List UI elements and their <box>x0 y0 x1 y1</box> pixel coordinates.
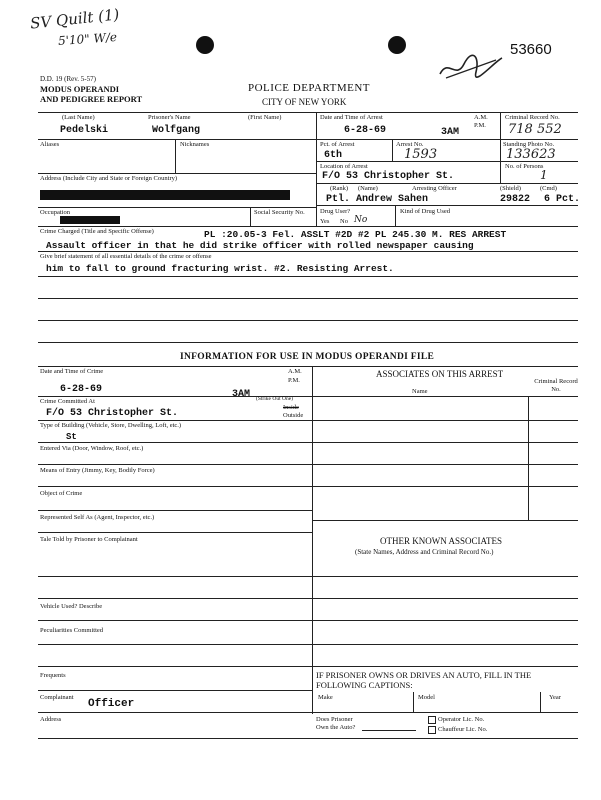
rule <box>316 205 578 206</box>
label-drug-user: Drug User? <box>320 208 351 215</box>
label-address: Address <box>40 716 62 723</box>
value-last-name: Pedelski <box>60 125 109 136</box>
value-crime-line2: Assault officer in that he did strike officer with rolled newspaper causing <box>46 240 474 251</box>
rule <box>38 139 578 140</box>
auto-heading-1: IF PRISONER OWNS OR DRIVES AN AUTO, FILL IN THE <box>316 670 532 680</box>
label-means-of-entry: Means of Entry (Jimmy, Key, Bodily Force) <box>40 467 155 474</box>
associates-heading: ASSOCIATES ON THIS ARREST <box>376 369 504 379</box>
rule <box>38 342 578 343</box>
rule <box>312 486 578 487</box>
label-social-security: Social Security No. <box>254 209 305 216</box>
label-no: No <box>340 218 348 225</box>
label-yes: Yes <box>320 218 330 225</box>
value-standing-photo: 133623 <box>506 147 556 162</box>
label-chauffeur-lic: Chauffeur Lic. No. <box>438 726 488 733</box>
auto-heading-2: FOLLOWING CAPTIONS: <box>316 680 413 690</box>
label-date-time-arrest: Date and Time of Arrest <box>320 114 383 121</box>
label-criminal-record: Criminal Record No. <box>505 114 560 121</box>
rule <box>250 207 251 226</box>
rule <box>38 226 578 227</box>
label-peculiarities: Peculiarities Committed <box>40 627 104 634</box>
label-cmd: (Cmd) <box>540 185 557 192</box>
value-shield: 29822 <box>500 194 531 205</box>
rule <box>392 139 393 161</box>
value-arresting-officer: Ptl. Andrew Sahen <box>326 194 429 205</box>
rule <box>38 644 312 645</box>
document-number: 53660 <box>510 41 552 58</box>
operator-lic-checkbox[interactable] <box>428 716 436 724</box>
rule <box>38 510 312 511</box>
rule <box>316 112 317 226</box>
mo-heading: INFORMATION FOR USE IN MODUS OPERANDI FILE <box>180 352 435 362</box>
label-operator-lic: Operator Lic. No. <box>438 716 485 723</box>
value-complainant: Officer <box>88 698 135 710</box>
label-am-2: A.M. <box>288 368 302 375</box>
margin-note-line1: SV Quilt (1) <box>29 5 121 33</box>
value-outside: Outside <box>283 412 304 419</box>
margin-note-line2: 5'10" W/e <box>57 29 118 49</box>
rule <box>38 576 312 577</box>
value-first-name: Wolfgang <box>152 125 201 136</box>
value-cmd: 6 Pct. <box>544 194 581 205</box>
value-crime-line1: PL :20.05-3 Fel. ASSLT #2D #2 PL 245.30 M. RES ARREST <box>204 229 507 240</box>
label-object-of-crime: Object of Crime <box>40 490 83 497</box>
rule <box>38 173 316 174</box>
label-tale-told: Tale Told by Prisoner to Complainant <box>40 536 138 543</box>
rule <box>312 576 578 577</box>
label-assoc-criminal-record: Criminal Record No. <box>534 378 578 393</box>
rule <box>38 738 312 739</box>
value-time-of-crime: 3AM <box>232 389 251 400</box>
label-pm-2: P.M. <box>288 377 300 384</box>
rule <box>362 730 416 731</box>
label-crime-committed-at: Crime Committed At <box>40 398 95 405</box>
rule <box>38 712 578 713</box>
rule <box>38 532 312 533</box>
punch-hole-left <box>196 36 214 54</box>
rule <box>38 420 312 421</box>
rule <box>528 396 529 520</box>
label-does-prisoner: Does Prisoner <box>316 716 353 723</box>
label-year: Year <box>549 694 561 701</box>
label-assoc-name: Name <box>412 388 428 395</box>
label-crime-charged: Crime Charged (Title and Specific Offense) <box>40 228 154 235</box>
label-inside: Inside <box>283 404 299 411</box>
rule <box>312 396 578 397</box>
label-type-of-building: Type of Building (Vehicle, Store, Dwelling, Loft, etc.) <box>40 422 182 429</box>
label-location-of-arrest: Location of Arrest <box>320 163 368 170</box>
rule <box>38 207 316 208</box>
label-nicknames: Nicknames <box>180 141 210 148</box>
rule <box>38 690 312 691</box>
value-entered-via: St <box>66 432 77 442</box>
label-pm: P.M. <box>474 122 486 129</box>
rule <box>38 251 578 252</box>
rule <box>312 598 578 599</box>
rule <box>312 420 578 421</box>
redaction-address <box>40 190 290 200</box>
punch-hole-right <box>388 36 406 54</box>
label-make: Make <box>318 694 333 701</box>
form-title-1: MODUS OPERANDI <box>40 84 120 94</box>
label-kind-of-drug: Kind of Drug Used <box>400 208 451 215</box>
label-give-brief: Give brief statement of all essential details of the crime or offense <box>40 253 212 260</box>
rule <box>38 276 578 277</box>
value-date-of-crime: 6-28-69 <box>60 384 103 395</box>
value-arrest-no: 1593 <box>404 147 438 162</box>
city-name: CITY OF NEW YORK <box>262 97 347 107</box>
label-shield: (Shield) <box>500 185 521 192</box>
value-crime-line3: him to fall to ground fracturing wrist. #2. Resisting Arrest. <box>46 263 394 274</box>
label-last-name: (Last Name) <box>62 114 95 121</box>
rule <box>312 464 578 465</box>
label-first-name: (First Name) <box>248 114 282 121</box>
rule <box>540 692 541 712</box>
rule <box>38 666 578 667</box>
rule <box>312 620 578 621</box>
label-model: Model <box>418 694 435 701</box>
chauffeur-lic-checkbox[interactable] <box>428 726 436 734</box>
rule <box>175 139 176 173</box>
value-criminal-record: 718 552 <box>508 122 562 137</box>
form-title-2: AND PEDIGREE REPORT <box>40 94 143 104</box>
rule <box>38 598 312 599</box>
label-standing-photo: Standing Photo No. <box>503 141 555 148</box>
label-represented-self: Represented Self As (Agent, Inspector, etc.) <box>40 514 155 521</box>
label-date-time-crime: Date and Time of Crime <box>40 368 104 375</box>
label-rank: (Rank) <box>330 185 349 192</box>
label-prisoners-name: Prisoner's Name <box>148 114 191 121</box>
rule <box>38 112 578 113</box>
label-name: (Name) <box>358 185 378 192</box>
rule <box>500 112 501 183</box>
label-strike-out-one: (Strike Out One) <box>256 396 293 402</box>
redaction-occupation <box>60 216 120 224</box>
label-arrest-no: Arrest No. <box>396 141 424 148</box>
form-code: D.D. 19 (Rev. 5-57) <box>40 75 96 83</box>
rule <box>38 620 312 621</box>
rule <box>312 520 578 521</box>
value-pct: 6th <box>324 150 343 161</box>
label-am: A.M. <box>474 114 488 121</box>
other-known-heading: OTHER KNOWN ASSOCIATES <box>380 536 503 546</box>
rule <box>413 692 414 712</box>
label-occupation: Occupation <box>40 209 70 216</box>
label-frequents: Frequents <box>40 672 66 679</box>
rule <box>312 738 578 739</box>
rule <box>38 486 312 487</box>
label-entered-via: Entered Via (Door, Window, Roof, etc.) <box>40 445 144 452</box>
rule <box>312 366 313 714</box>
rule <box>316 183 578 184</box>
rule <box>38 320 578 321</box>
rule <box>312 442 578 443</box>
department-name: POLICE DEPARTMENT <box>248 82 371 94</box>
label-complainant: Complainant <box>40 694 74 701</box>
value-location-of-arrest: F/O 53 Christopher St. <box>322 171 455 182</box>
signature-scribble <box>436 52 506 82</box>
label-no-of-persons: No. of Persons <box>505 163 544 170</box>
label-pct-of-arrest: Pct. of Arrest <box>320 141 355 148</box>
rule <box>38 464 312 465</box>
label-arresting-officer: Arresting Officer <box>412 185 457 192</box>
rule <box>395 205 396 226</box>
label-address-include: Address (Include City and State or Foreign Country) <box>40 175 178 182</box>
value-time-of-arrest: 3AM <box>441 127 460 138</box>
rule <box>38 366 578 367</box>
other-known-subheading: (State Names, Address and Criminal Record No.) <box>355 548 494 556</box>
label-aliases: Aliases <box>40 141 60 148</box>
value-crime-committed-at: F/O 53 Christopher St. <box>46 408 179 419</box>
label-vehicle-used: Vehicle Used? Describe <box>40 603 103 610</box>
rule <box>312 644 578 645</box>
rule <box>38 298 578 299</box>
value-date-of-arrest: 6-28-69 <box>344 125 387 136</box>
label-own-the-auto: Own the Auto? <box>316 724 356 731</box>
value-drug-user: No <box>354 215 368 225</box>
value-no-of-persons: 1 <box>540 168 548 182</box>
rule <box>38 442 312 443</box>
